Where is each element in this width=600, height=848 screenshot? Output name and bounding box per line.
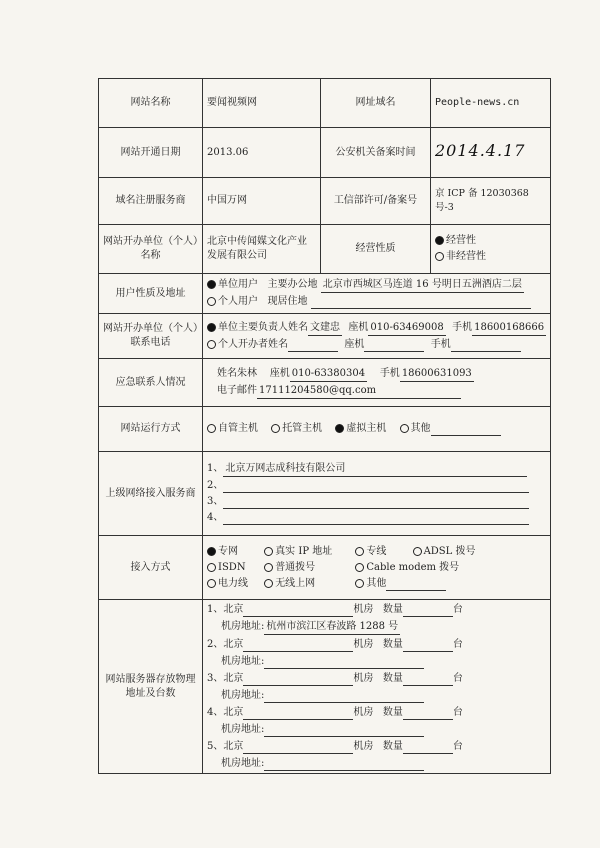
- server-3-addr-label: 机房地址:: [221, 690, 265, 701]
- site-name-value: 要闻视频网: [203, 79, 321, 128]
- server-4-qty: 数量: [382, 707, 403, 718]
- access-adsl-label: ADSL 拨号: [423, 545, 476, 557]
- server-5-line: [207, 739, 546, 754]
- access-private-label: 专网: [218, 545, 238, 557]
- site-name-label: 网站名称: [99, 79, 203, 128]
- access-options: [203, 536, 551, 600]
- isp-1-value: 北京万网志成科技有限公司: [223, 462, 527, 477]
- server-3-room: 机房: [353, 673, 374, 684]
- run-option-other-label: 其他: [410, 423, 431, 434]
- user-person-option[interactable]: 个人用户: [218, 296, 258, 307]
- access-cable-label: Cable modem 拨号: [366, 561, 460, 573]
- server-5-addr-label: 机房地址:: [221, 758, 265, 769]
- contact-person-blank: [288, 351, 338, 352]
- access-option-power[interactable]: [207, 577, 251, 591]
- server-1-blank: [243, 616, 353, 617]
- server-3-qty-blank: [403, 685, 453, 686]
- server-5-addr-blank: [264, 770, 424, 771]
- biz-options: [431, 225, 551, 274]
- access-wireless-label: 无线上网: [275, 577, 316, 589]
- website-registration-form: [98, 78, 551, 774]
- row-sponsor: [99, 225, 551, 274]
- contact-unit-name: 文建忠: [308, 321, 342, 336]
- row-isp: [99, 452, 551, 536]
- server-5-unit: 台: [452, 741, 463, 752]
- isp-label: 上级网络接入服务商: [99, 452, 203, 536]
- server-1-line: [207, 602, 546, 617]
- contact-unit-line: [207, 321, 546, 336]
- server-3-unit: 台: [452, 673, 463, 684]
- server-2-addr-label: 机房地址:: [221, 656, 265, 667]
- biz-option-profit-label: 经营性: [446, 235, 476, 246]
- radio-empty-icon: [264, 547, 273, 556]
- run-option-self[interactable]: [207, 422, 258, 436]
- open-date-label: 网站开通日期: [99, 128, 203, 178]
- contact-person-line: [207, 338, 546, 352]
- run-option-other[interactable]: [400, 422, 501, 436]
- biz-option-nonprofit-label: 非经营性: [446, 251, 486, 262]
- radio-empty-icon: [207, 297, 216, 306]
- run-options: [203, 407, 551, 452]
- server-4-unit: 台: [452, 707, 463, 718]
- access-option-dialup[interactable]: [264, 561, 342, 575]
- isp-2-number: 2、: [207, 480, 224, 491]
- radio-filled-icon: [335, 424, 344, 433]
- access-line-3: [207, 577, 546, 591]
- server-3-city: 北京: [223, 673, 244, 684]
- user-home-blank: [311, 308, 531, 309]
- isp-1-number: 1、: [207, 463, 224, 474]
- contact-mobile-label: 手机: [452, 321, 473, 333]
- radio-filled-icon: [207, 323, 216, 332]
- user-values: [203, 274, 551, 314]
- row-contact: [99, 314, 551, 359]
- server-4-number: 4、: [207, 707, 224, 718]
- emergency-name: 朱林: [237, 367, 257, 379]
- row-registrar: [99, 178, 551, 225]
- isp-4-blank: [223, 524, 529, 525]
- radio-empty-icon: [207, 424, 216, 433]
- server-4-blank: [243, 719, 353, 720]
- icp-label: 工信部许可/备案号: [321, 178, 431, 225]
- server-2-unit: 台: [452, 639, 463, 650]
- isp-4-number: 4、: [207, 512, 224, 523]
- registrar-value: 中国万网: [203, 178, 321, 225]
- row-emergency: [99, 359, 551, 407]
- radio-empty-icon: [435, 252, 444, 261]
- server-1-city: 北京: [223, 604, 244, 615]
- radio-empty-icon: [400, 424, 409, 433]
- run-label: 网站运行方式: [99, 407, 203, 452]
- server-2-number: 2、: [207, 639, 224, 650]
- emergency-mobile: 18600631093: [400, 367, 474, 382]
- isp-line-3: [207, 495, 546, 509]
- access-other-label: 其他: [366, 577, 387, 589]
- row-run-mode: [99, 407, 551, 452]
- radio-empty-icon: [355, 579, 364, 588]
- contact-mobile: 18600168666: [472, 321, 546, 336]
- access-option-adsl[interactable]: [413, 545, 476, 559]
- server-1-unit: 台: [452, 604, 463, 615]
- radio-empty-icon: [413, 547, 422, 556]
- access-option-wireless[interactable]: [264, 577, 342, 591]
- radio-empty-icon: [264, 579, 273, 588]
- police-value: 2014.4.17: [435, 141, 526, 160]
- access-option-isdn[interactable]: [207, 561, 251, 575]
- access-option-real-ip[interactable]: [264, 545, 342, 559]
- server-3-line: [207, 671, 546, 686]
- server-3-addr-line: [207, 688, 546, 703]
- domain-value: People-news.cn: [431, 79, 551, 128]
- server-2-blank: [243, 651, 353, 652]
- contact-label: 网站开办单位（个人）联系电话: [99, 314, 203, 359]
- server-1-number: 1、: [207, 604, 224, 615]
- isp-values: [203, 452, 551, 536]
- emergency-email-label: 电子邮件: [217, 384, 257, 396]
- row-access: [99, 536, 551, 600]
- user-home-label: 现居住地: [267, 296, 308, 307]
- server-1-addr-label: 机房地址:: [221, 621, 265, 632]
- server-3-blank: [243, 685, 353, 686]
- contact-person-landline-blank: [364, 351, 424, 352]
- radio-filled-icon: [207, 280, 216, 289]
- user-office-label: 主要办公地: [267, 279, 318, 290]
- emergency-values: [203, 359, 551, 407]
- server-5-city: 北京: [223, 741, 244, 752]
- row-site-name: [99, 79, 551, 128]
- server-3-addr-blank: [264, 702, 424, 703]
- registrar-label: 域名注册服务商: [99, 178, 203, 225]
- server-5-room: 机房: [353, 741, 374, 752]
- contact-unit-prefix: 单位主要负责人姓名: [218, 321, 308, 333]
- radio-empty-icon: [355, 563, 364, 572]
- police-label: 公安机关备案时间: [321, 128, 431, 178]
- contact-landline-label: 座机: [348, 321, 369, 333]
- server-2-addr-line: [207, 654, 546, 669]
- radio-empty-icon: [207, 563, 216, 572]
- biz-label: 经营性质: [321, 225, 431, 274]
- run-option-virtual-label: 虚拟主机: [346, 423, 387, 434]
- sponsor-label: 网站开办单位（个人）名称: [99, 225, 203, 274]
- isp-line-4: [207, 511, 546, 525]
- isp-3-blank: [223, 508, 529, 509]
- emergency-email: 17111204580@qq.com: [257, 384, 461, 399]
- run-other-blank: [431, 435, 501, 436]
- access-leased-label: 专线: [366, 545, 387, 557]
- server-4-addr-blank: [264, 736, 424, 737]
- radio-empty-icon: [207, 340, 216, 349]
- police-value-cell: [431, 128, 551, 178]
- server-4-addr-line: [207, 722, 546, 737]
- server-5-blank: [243, 753, 353, 754]
- server-5-addr-line: [207, 756, 546, 771]
- icp-value: 京 ICP 备 12030368 号-3: [431, 178, 551, 225]
- emergency-line-1: [207, 367, 546, 382]
- radio-empty-icon: [271, 424, 280, 433]
- access-option-other[interactable]: [355, 577, 446, 591]
- server-2-qty-blank: [403, 651, 453, 652]
- server-1-addr: 杭州市滨江区春波路 1288 号: [264, 619, 400, 635]
- access-dialup-label: 普通拨号: [275, 561, 316, 573]
- access-option-leased[interactable]: [355, 545, 399, 559]
- server-4-room: 机房: [353, 707, 374, 718]
- server-5-qty: 数量: [382, 741, 403, 752]
- radio-empty-icon: [264, 563, 273, 572]
- server-4-line: [207, 705, 546, 720]
- server-1-room: 机房: [353, 604, 374, 615]
- biz-option-nonprofit[interactable]: [435, 250, 546, 264]
- open-date-value: 2013.06: [203, 128, 321, 178]
- contact-person-prefix: 个人开办者姓名: [218, 338, 288, 350]
- contact-landline: 010-63469008: [368, 321, 445, 336]
- user-office-value: 北京市西城区马连道 16 号明日五洲酒店二层: [321, 278, 524, 293]
- user-unit-line: [207, 278, 546, 293]
- access-power-label: 电力线: [218, 577, 248, 589]
- server-2-qty: 数量: [382, 639, 403, 650]
- server-1-addr-line: [207, 619, 546, 635]
- run-option-self-label: 自管主机: [218, 423, 258, 434]
- server-4-addr-label: 机房地址:: [221, 724, 265, 735]
- radio-empty-icon: [355, 547, 364, 556]
- contact-values: [203, 314, 551, 359]
- user-unit-option[interactable]: 单位用户: [218, 279, 258, 290]
- isp-line-2: [207, 479, 546, 493]
- server-5-qty-blank: [403, 753, 453, 754]
- domain-label: 网址域名: [321, 79, 431, 128]
- server-2-room: 机房: [353, 639, 374, 650]
- access-option-private[interactable]: [207, 545, 251, 559]
- server-values: [203, 600, 551, 774]
- user-label: 用户性质及地址: [99, 274, 203, 314]
- server-5-number: 5、: [207, 741, 224, 752]
- sponsor-value: 北京中传闻媒文化产业发展有限公司: [203, 225, 321, 274]
- server-2-line: [207, 637, 546, 652]
- access-real-ip-label: 真实 IP 地址: [275, 545, 333, 557]
- radio-empty-icon: [207, 579, 216, 588]
- emergency-landline: 010-63380304: [290, 367, 367, 382]
- access-label: 接入方式: [99, 536, 203, 600]
- server-label: 网站服务器存放物理地址及台数: [99, 600, 203, 774]
- row-server: [99, 600, 551, 774]
- radio-filled-icon: [207, 547, 216, 556]
- user-person-line: [207, 295, 546, 309]
- access-line-2: [207, 561, 546, 575]
- emergency-label: 应急联系人情况: [99, 359, 203, 407]
- server-1-qty-blank: [403, 616, 453, 617]
- isp-2-blank: [223, 492, 529, 493]
- isp-line-1: [207, 462, 546, 477]
- server-1-qty: 数量: [382, 604, 403, 615]
- row-open-date: [99, 128, 551, 178]
- biz-option-profit[interactable]: [435, 234, 546, 248]
- access-option-cable[interactable]: [355, 561, 459, 575]
- server-2-addr-blank: [264, 668, 424, 669]
- contact-person-mobile-label: 手机: [430, 338, 451, 350]
- server-3-qty: 数量: [382, 673, 403, 684]
- emergency-landline-label: 座机: [269, 367, 290, 379]
- emergency-line-2: [207, 384, 546, 399]
- emergency-name-label: 姓名: [217, 367, 237, 379]
- isp-3-number: 3、: [207, 496, 224, 507]
- server-4-qty-blank: [403, 719, 453, 720]
- row-user-type: [99, 274, 551, 314]
- server-2-city: 北京: [223, 639, 244, 650]
- access-line-1: [207, 545, 546, 559]
- run-option-virtual[interactable]: [335, 422, 386, 436]
- run-option-hosted[interactable]: [271, 422, 322, 436]
- contact-person-mobile-blank: [451, 351, 521, 352]
- server-3-number: 3、: [207, 673, 224, 684]
- emergency-mobile-label: 手机: [379, 367, 400, 379]
- access-other-blank: [386, 590, 446, 591]
- radio-filled-icon: [435, 236, 444, 245]
- access-isdn-label: ISDN: [218, 561, 246, 573]
- run-option-hosted-label: 托管主机: [282, 423, 323, 434]
- contact-person-landline-label: 座机: [344, 338, 365, 350]
- server-4-city: 北京: [223, 707, 244, 718]
